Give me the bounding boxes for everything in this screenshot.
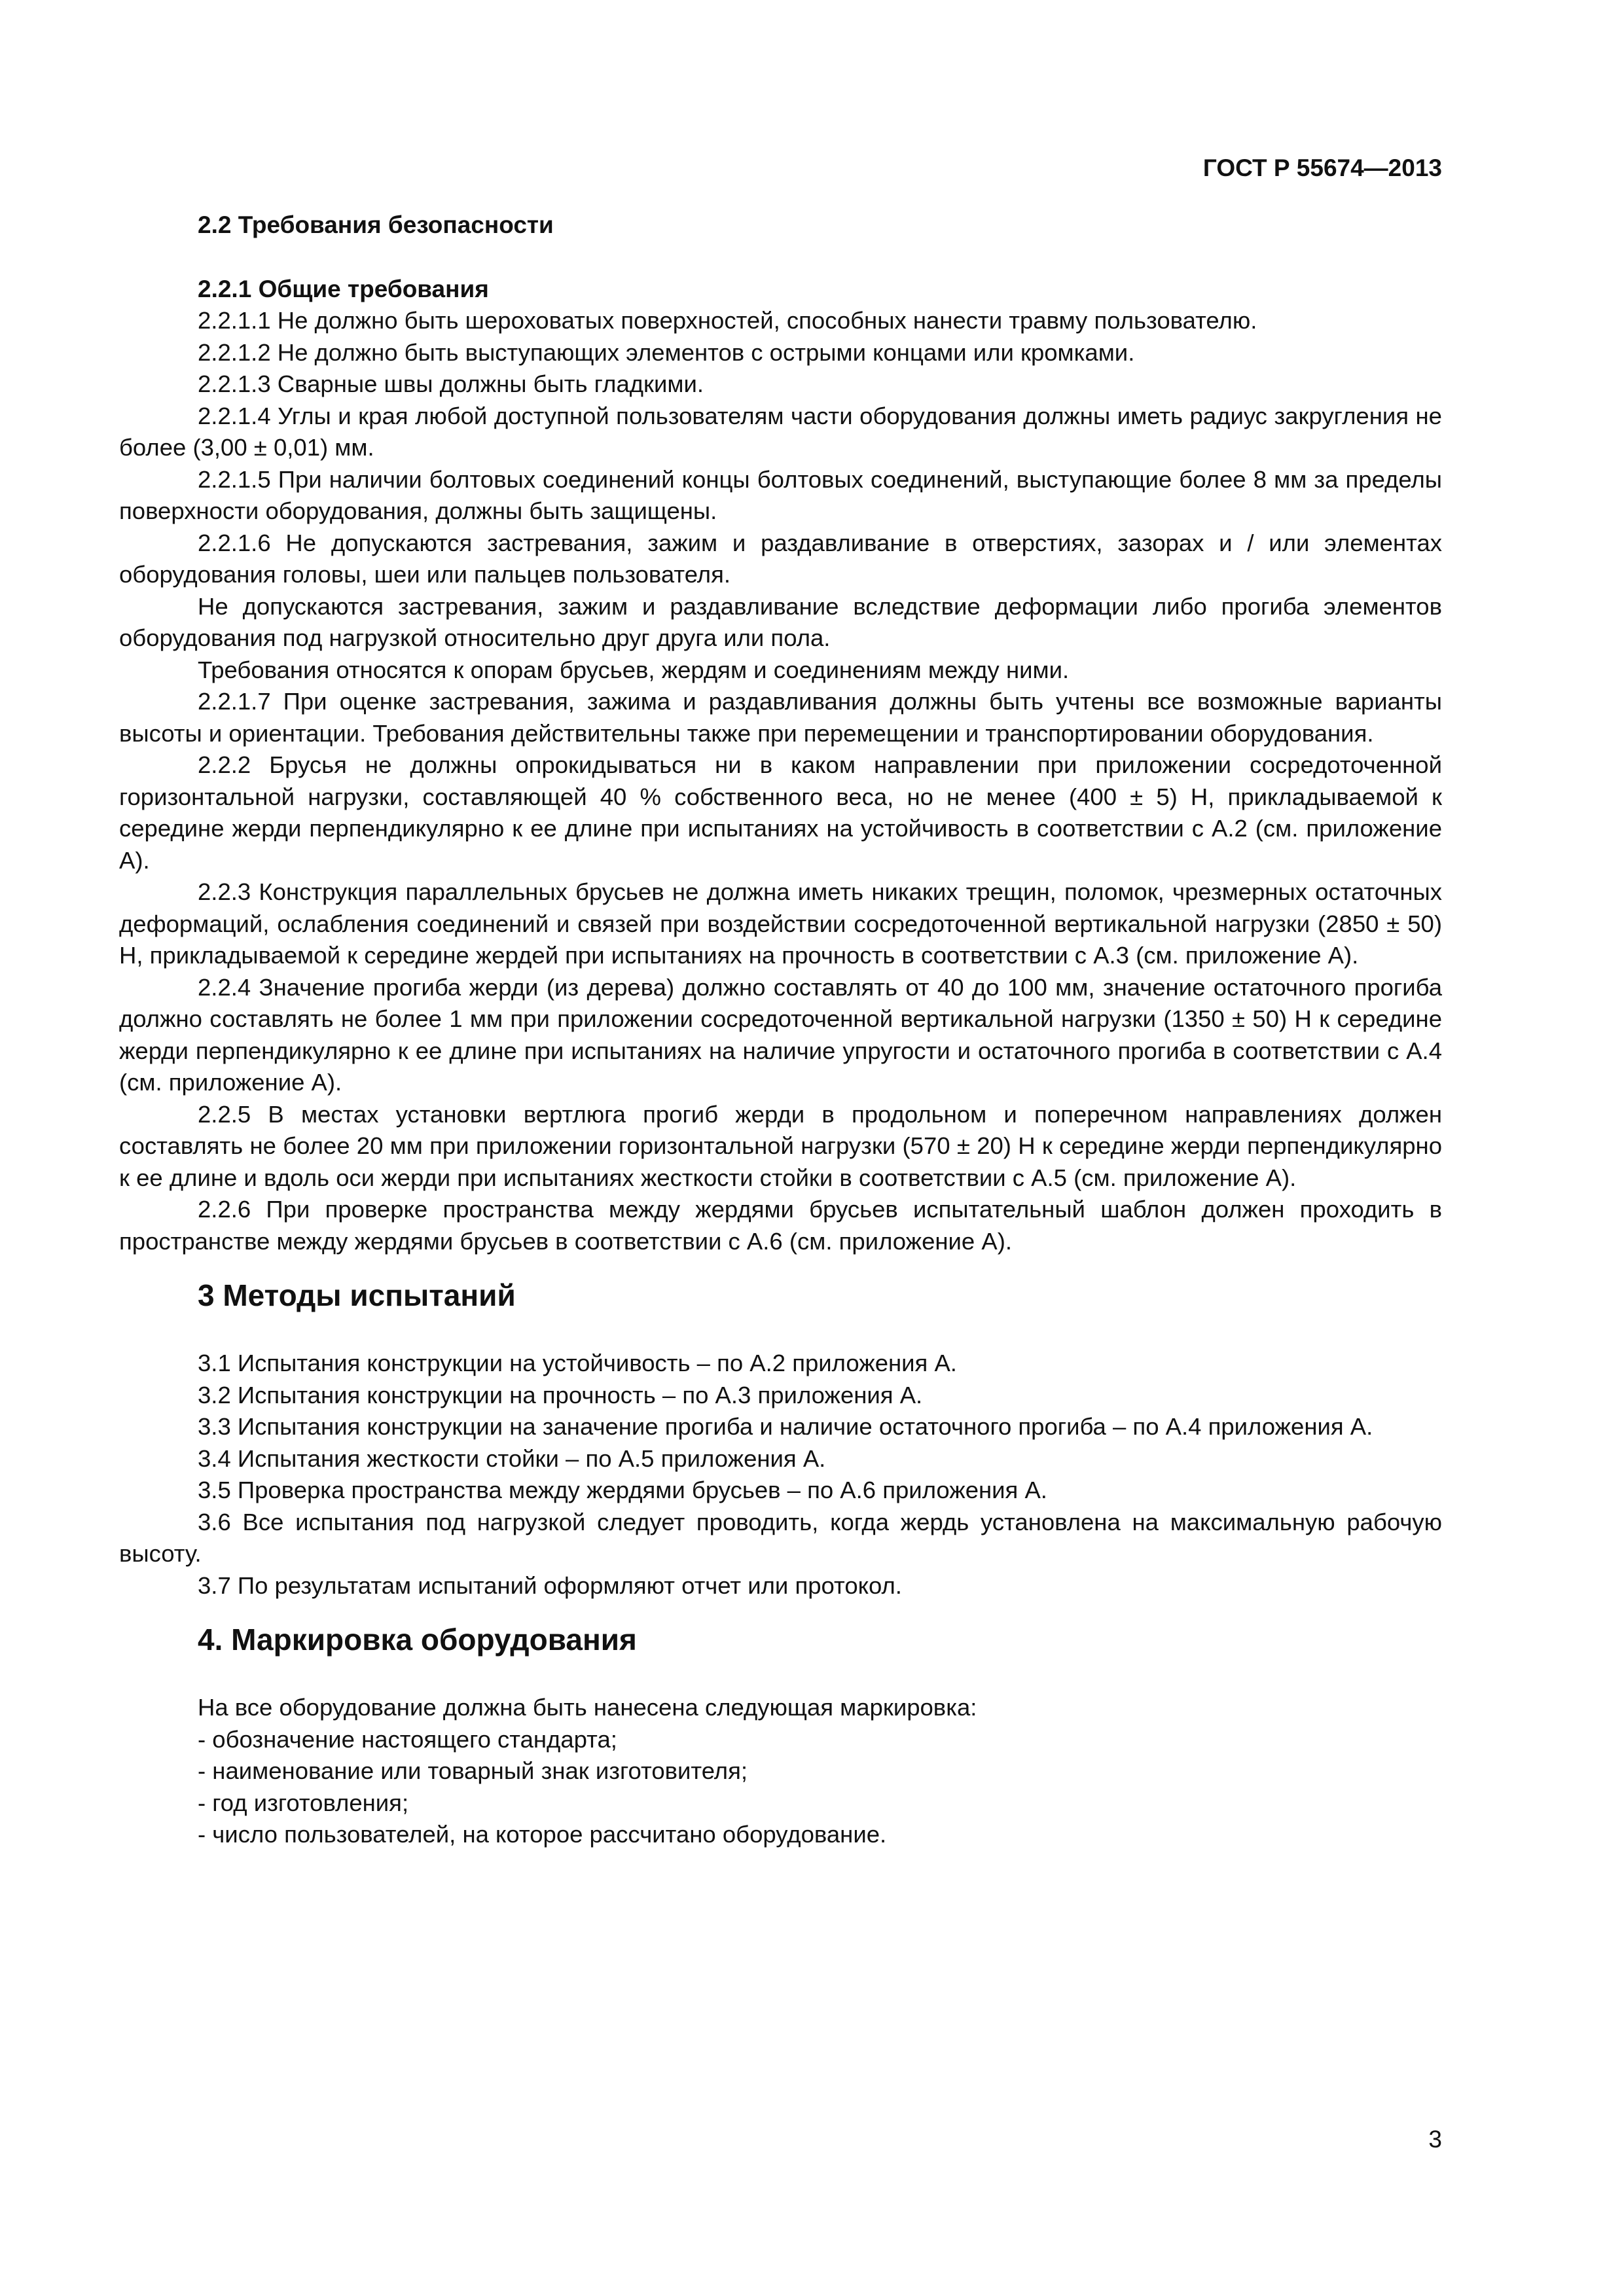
paragraph-3-3: 3.3 Испытания конструкции на заначение прогиба и наличие остаточного прогиба – по А.4 приложения А.	[198, 1413, 1373, 1440]
paragraph-2-2-2: 2.2.2 Брусья не должны опрокидываться ни в каком направлении при приложении сосредоточенной горизонтальной нагрузки, составляющей 40 % собственного веса, но не менее (400 ± 5) Н, прикладываемой к середине жерди перпендикулярно к ее длине при испытаниях на устойчивость в соответствии с А.2 (см. приложение А).	[119, 751, 1442, 874]
document-code: ГОСТ Р 55674—2013	[1202, 154, 1442, 181]
marking-list-item: - обозначение настоящего стандарта;	[198, 1725, 617, 1753]
paragraph-2-2-1-7: 2.2.1.7 При оценке застревания, зажима и раздавливания должны быть учтены все возможные варианты высоты и ориентации. Требования действительны также при перемещении и транспортировании оборудования.	[119, 688, 1442, 747]
paragraph-3-4: 3.4 Испытания жесткости стойки – по А.5 приложения А.	[198, 1444, 826, 1472]
section-4-title: 4. Маркировка оборудования	[198, 1623, 637, 1657]
section-2-2-1-title: 2.2.1 Общие требования	[198, 276, 489, 302]
paragraph-3-1: 3.1 Испытания конструкции на устойчивость – по А.2 приложения А.	[198, 1350, 957, 1376]
section-2-2-title: 2.2 Требования безопасности	[198, 211, 554, 238]
paragraph-3-2: 3.2 Испытания конструкции на прочность – по А.3 приложения А.	[198, 1381, 923, 1408]
paragraph-2-2-6: 2.2.6 При проверке пространства между жердями брусьев испытательный шаблон должен проходить в пространстве между жердями брусьев в соответствии с А.6 (см. приложение А).	[119, 1196, 1442, 1255]
paragraph-3-7: 3.7 По результатам испытаний оформляют отчет или протокол.	[198, 1571, 902, 1599]
marking-list-item: - год изготовления;	[198, 1789, 409, 1816]
section-3-title: 3 Методы испытаний	[198, 1278, 516, 1312]
paragraph-2-2-1-2: 2.2.1.2 Не должно быть выступающих элементов с острыми концами или кромками.	[198, 338, 1135, 366]
paragraph-2-2-1-1: 2.2.1.1 Не должно быть шероховатых поверхностей, способных нанести травму пользователю.	[198, 307, 1257, 334]
page-content	[119, 209, 1442, 1851]
page-number: 3	[1428, 2126, 1442, 2153]
paragraph-2-2-1-6: 2.2.1.6 Не допускаются застревания, зажим и раздавливание в отверстиях, зазорах и / или элементах оборудования головы, шеи или пальцев пользователя.	[119, 529, 1442, 588]
paragraph-2-2-5: 2.2.5 В местах установки вертлюга прогиб жерди в продольном и поперечном направлениях должен составлять не более 20 мм при приложении горизонтальной нагрузки (570 ± 20) Н к середине жерди перпендикулярно к ее длине и вдоль оси жерди при испытаниях жесткости стойки в соответствии с А.5 (см. приложение А).	[119, 1100, 1442, 1191]
paragraph-2-2-1-6-b: Не допускаются застревания, зажим и раздавливание вследствие деформации либо прогиба элементов оборудования под нагрузкой относительно друг друга или пола.	[119, 592, 1442, 651]
paragraph-3-6: 3.6 Все испытания под нагрузкой следует проводить, когда жердь установлена на максимальную рабочую высоту.	[119, 1508, 1442, 1567]
paragraph-2-2-4: 2.2.4 Значение прогиба жерди (из дерева) должно составлять от 40 до 100 мм, значение остаточного прогиба должно составлять не более 1 мм при приложении сосредоточенной вертикальной нагрузки (1350 ± 50) Н к середине жерди перпендикулярно к ее длине при испытаниях на наличие упругости и остаточного прогиба в соответствии с А.4 (см. приложение А).	[119, 973, 1442, 1096]
marking-list-item: - число пользователей, на которое рассчитано оборудование.	[198, 1821, 887, 1848]
marking-list-item: - наименование или товарный знак изготовителя;	[198, 1757, 748, 1784]
paragraph-3-5: 3.5 Проверка пространства между жердями брусьев – по А.6 приложения А.	[198, 1477, 1047, 1503]
paragraph-2-2-1-5: 2.2.1.5 При наличии болтовых соединений концы болтовых соединений, выступающие более 8 мм за пределы поверхности оборудования, должны быть защищены.	[119, 465, 1442, 524]
paragraph-2-2-1-6-c: Требования относятся к опорам брусьев, жердям и соединениям между ними.	[198, 656, 1070, 683]
marking-intro: На все оборудование должна быть нанесена следующая маркировка:	[198, 1694, 977, 1721]
paragraph-2-2-1-4: 2.2.1.4 Углы и края любой доступной пользователям части оборудования должны иметь радиус закругления не более (3,00 ± 0,01) мм.	[119, 402, 1442, 461]
paragraph-2-2-3: 2.2.3 Конструкция параллельных брусьев не должна иметь никаких трещин, поломок, чрезмерных остаточных деформаций, ослабления соединений и связей при воздействии сосредоточенной вертикальной нагрузки (2850 ± 50) Н, прикладываемой к середине жердей при испытаниях на прочность в соответствии с А.3 (см. приложение А).	[119, 878, 1442, 969]
paragraph-2-2-1-3: 2.2.1.3 Сварные швы должны быть гладкими.	[198, 370, 704, 397]
